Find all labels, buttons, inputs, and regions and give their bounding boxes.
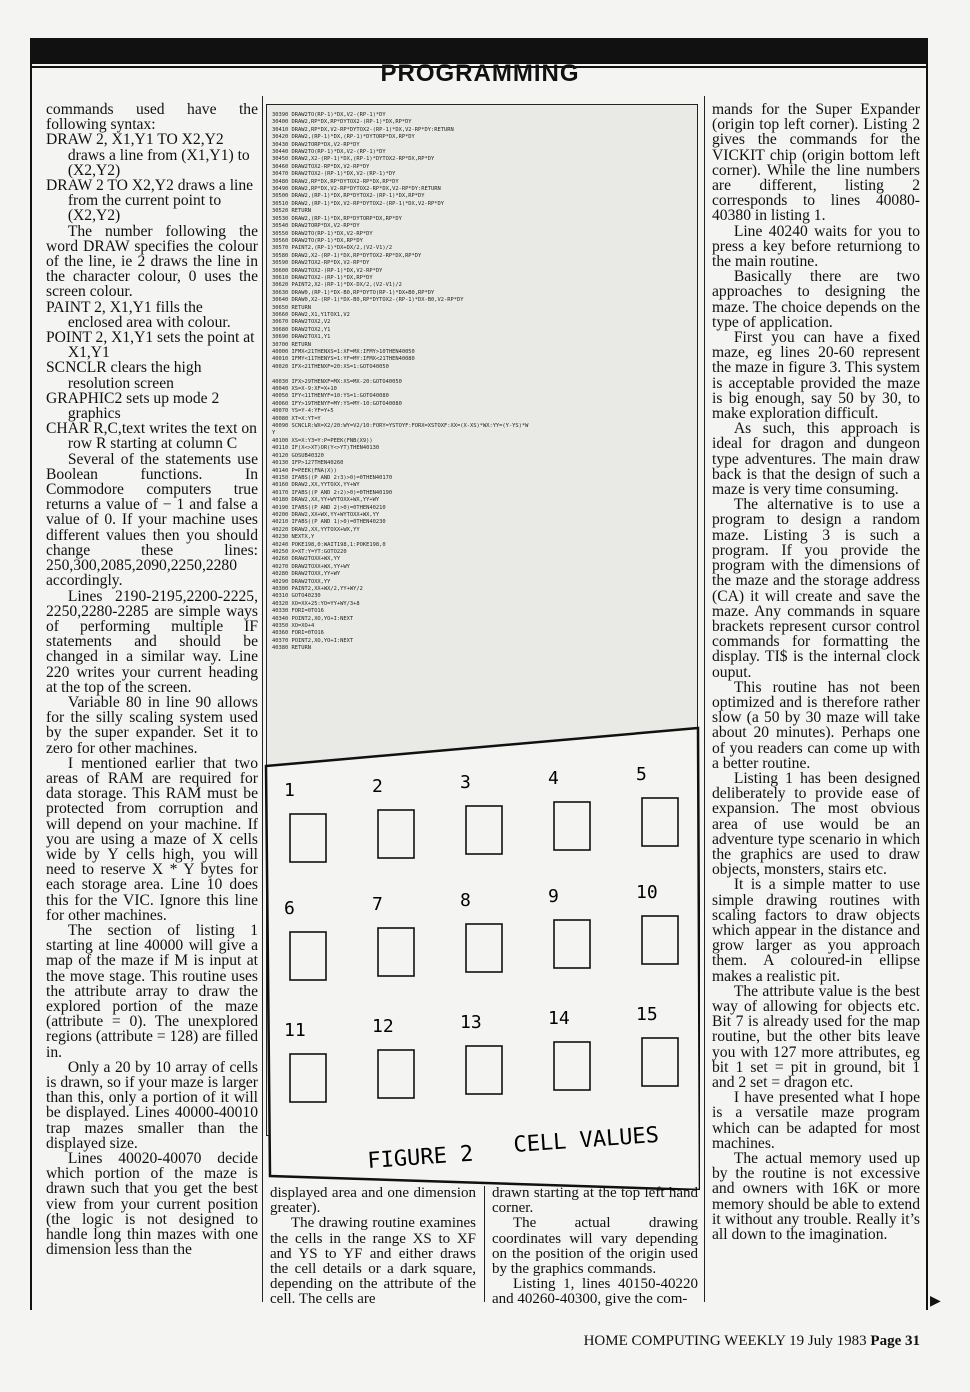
- paragraph: The drawing routine examines the cells in the range XS to XF and YS to YF and either draws the cell details or a dark square, depending on the attribute of the cell. The cells are: [270, 1215, 476, 1308]
- paragraph: The section of listing 1 starting at line 40000 will give a map of the maze if M is input at the move stage. This routine uses the attribute array to draw the explored portion of the maze (attribute = 0). The unexplored regions (attribute = 128) are filled in.: [46, 921, 258, 1061]
- code-line: 30580 DRAW2,X2-(RP-1)*DX,RP*DYTOX2-RP*DX,RP*DY: [272, 252, 422, 259]
- code-line: 40000 IFMX<21THENXS=1:XF=MX:IFMY>10THEN40050: [272, 349, 415, 355]
- paragraph: Listing 1 has been designed deliberately to provide ease of expansion. The most obvious area of use would be an adventure type scenario in which the graphics are used to draw objects, monsters, stairs etc.: [712, 769, 920, 879]
- figure-caption-right: CELL VALUES: [512, 1122, 660, 1158]
- code-line: 30690 DRAW2TOX1,Y1: [272, 334, 331, 341]
- code-line: 40060 IFY>19THENYF=MY:YS=MY-10:GOTO40080: [272, 400, 402, 407]
- footer-page-number: Page 31: [870, 1333, 920, 1349]
- code-line: 30670 DRAW2TOX2,V2: [272, 319, 331, 326]
- paragraph: GRAPHIC2 sets up mode 2 graphics: [46, 389, 220, 423]
- cell-value-label: 4: [548, 768, 559, 789]
- paragraph: I mentioned earlier that two areas of RAM are required for data storage. This RAM must be protected from corruption and will depend on your machine. If you are using a maze of X cells wide by Y cells high, you will need to reserve X * Y bytes for each storage area. Line 10 does this for the VIC. Ignore this line for other machines.: [46, 754, 258, 924]
- paragraph: Only a 20 by 10 array of cells is drawn, so if your maze is larger than this, only a portion of it will be displayed. Lines 40000-40010 trap mazes smaller than the displayed size.: [46, 1058, 258, 1152]
- cell-value-label: 11: [284, 1020, 306, 1041]
- paragraph: It is a simple matter to use simple drawing routines with scaling factors to draw objects which appear in the distance and grow larger as you approach them. A coloured-in ellipse makes a realistic pit.: [712, 876, 920, 985]
- code-line: 30660 DRAW2,X1,Y1TOX1,V2: [272, 311, 350, 318]
- code-line: 30480 DRAW2,RP*DX,RP*DYTOX2-RP*DX,RP*DY: [272, 178, 399, 185]
- column-divider: [704, 96, 705, 1302]
- paragraph: Lines 2190-2195,2200-2225, 2250,2280-2285 are simple ways of performing multiple IF statements and should be changed in a similar way. Line 220 writes your current heading at the top of the screen.: [46, 587, 258, 696]
- code-line: 40210 IFABS((P AND 1)>0)=0THEN40230: [272, 519, 386, 526]
- code-line: 30490 DRAW2,RP*DX,V2-RP*DYTOX2-RP*DX,V2-RP*DY:RETURN: [272, 186, 441, 193]
- code-line: 40230 NEXTX,Y: [272, 534, 315, 541]
- code-line: 40200 DRAW2,XX+WX,YY+WYTOXX+WX,YY: [272, 511, 380, 518]
- paragraph: DRAW 2 TO X2,Y2 draws a line from the current point to (X2,Y2): [46, 177, 254, 225]
- code-line: 40150 IFABS((P AND 2↑3)>0)=0THEN40170: [272, 474, 393, 481]
- continue-arrow-icon: ▶: [930, 1294, 941, 1309]
- cell-value-label: 5: [636, 764, 647, 785]
- paragraph: The alternative is to use a program to design a random maze. Listing 3 is such a program. If you provide the program with the dimensions of the maze and the storage address (CA) it will create and save the maze. Any commands in square brackets represent cursor control commands for formatting the display. TI$ is the internal clock ouput.: [712, 496, 920, 681]
- section-title: PROGRAMMING: [380, 60, 580, 87]
- cell-value-label: 3: [460, 772, 471, 793]
- column-divider: [262, 96, 263, 1302]
- paragraph: The number following the word DRAW specifies the colour of the line, ie 2 draws the line in the character colour, 0 uses the screen colour.: [46, 222, 258, 301]
- paragraph: CHAR R,C,text writes the text on row R starting at column C: [46, 420, 257, 453]
- cell-value-label: 9: [548, 886, 559, 907]
- code-line: 30450 DRAW2,X2-(RP-1)*DX,(RP-1)*DYTOX2-RP*DX,RP*DY: [272, 156, 435, 163]
- code-line: 40310 GOTO40230: [272, 593, 321, 600]
- paragraph: displayed area and one dimension greater).: [270, 1185, 476, 1217]
- code-line: 40090 SCNCLR:WX=X2/20:WY=V2/10:FORY=YSTOYF:FORX=XSTOXF:XX=(X-XS)*WX:YY=(Y-YS)*W: [272, 423, 529, 430]
- code-line: 30460 DRAW2TOX2-RP*DX,V2-RP*DY: [272, 163, 370, 170]
- cell-value-label: 2: [372, 776, 383, 797]
- paragraph: PAINT 2, X1,Y1 fills the enclosed area with colour.: [46, 298, 231, 331]
- code-line: 30700 RETURN: [272, 341, 311, 348]
- cell-value-label: 13: [460, 1012, 482, 1033]
- code-line: 40360 FORI=0TO16: [272, 630, 324, 637]
- code-line: 40110 IF(X<>XT)OR(Y<>YT)THEN40130: [272, 445, 380, 452]
- code-line: 30510 DRAW2,(RP-1)*DX,V2-RP*DYTOX2-(RP-1)*DX,V2-RP*DY: [272, 200, 445, 207]
- code-line: 30530 DRAW2,(RP-1)*DX,RP*DYTORP*DX,RP*DY: [272, 215, 402, 222]
- paragraph: I have presented what I hope is a versatile maze program which can be adapted for most machines.: [712, 1089, 920, 1152]
- code-line: 40160 DRAW2,XX,YYTOXX,YY+WY: [272, 482, 360, 489]
- code-line: 40170 IFABS((P AND 2↑2)>0)=0THEN40190: [272, 489, 393, 496]
- code-line: 30550 DRAW2TO(RP-1)*DX,V2-RP*DY: [272, 230, 373, 237]
- code-line: 40120 GOSUB40320: [272, 452, 324, 459]
- code-line: 40280 DRAW2TOXX,YY+WY: [272, 571, 341, 578]
- figure-caption-left: FIGURE 2: [366, 1141, 475, 1174]
- code-line: 30600 DRAW2TOX2-(RP-1)*DX,V2-RP*DY: [272, 267, 383, 274]
- paragraph: Basically there are two approaches to designing the maze. The choice depends on the type of application.: [712, 268, 920, 331]
- code-line: 30640 DRAW0,X2-(RP-1)*DX-B0,RP*DYTOX2-(RP-1)*DX-B0,V2-RP*DY: [272, 297, 464, 304]
- code-line: 30410 DRAW2,RP*DX,V2-RP*DYTOX2-(RP-1)*DX,V2-RP*DY:RETURN: [272, 126, 454, 133]
- code-line: 40370 POINT2,XO,YO+I:NEXT: [272, 637, 354, 644]
- paragraph: POINT 2, X1,Y1 sets the point at X1,Y1: [46, 329, 255, 362]
- cell-value-label: 1: [284, 780, 295, 801]
- code-line: 30590 DRAW2TOX2-RP*DX,V2-RP*DY: [272, 260, 370, 267]
- paragraph: SCNCLR clears the high resolution screen: [46, 359, 202, 392]
- page-frame-left: [30, 38, 32, 1310]
- footer-publication: HOME COMPUTING WEEKLY 19 July 1983: [583, 1333, 867, 1349]
- code-line: 40380 RETURN: [272, 645, 311, 652]
- paragraph: Variable 80 in line 90 allows for the silly scaling system used by the super expander. Set it to zero for other machines.: [46, 693, 258, 757]
- cell-value-label: 12: [372, 1016, 394, 1037]
- page-frame-right: [926, 38, 928, 1310]
- cell-value-label: 7: [372, 894, 383, 915]
- code-line: [272, 371, 692, 378]
- code-line: 30620 PAINT2,X2-(RP-1)*DX-DX/2,(V2-V1)/2: [272, 282, 402, 289]
- cell-value-label: 10: [636, 882, 658, 903]
- code-line: 40030 IFX>29THENXF=MX:XS=MX-20:GOTO40050: [272, 378, 402, 385]
- cell-value-label: 6: [284, 898, 295, 919]
- paragraph: Lines 40020-40070 decide which portion of the maze is drawn such that you get the best view from your current position (the logic is not designed to handle long thin mazes with one dimension less than the: [46, 1150, 258, 1259]
- text-column-4: [712, 102, 920, 1242]
- paragraph: Line 40240 waits for you to press a key before returniong to the main routine.: [712, 222, 920, 271]
- code-line: Y: [272, 430, 276, 437]
- code-line: 30650 RETURN: [272, 304, 311, 311]
- cell-value-label: 8: [460, 890, 471, 911]
- code-line: 30630 DRAW0,(RP-1)*DX-B0,RP*DYTO(RP-1)*DX+B0,RP*DY: [272, 289, 435, 296]
- text-column-2: [270, 1186, 476, 1308]
- code-line: 40190 IFABS((P AND 2)>0)=0THEN40210: [272, 504, 386, 511]
- paragraph: First you can have a fixed maze, eg lines 20-60 represent the maze in figure 3. This system is acceptable provided the maze is big enough, say 50 by 30, to make exploration difficult.: [712, 329, 920, 423]
- code-line: 30420 DRAW2,(RP-1)*DX,(RP-1)*DYTORP*DX,RP*DY: [272, 134, 415, 141]
- paragraph: Listing 1, lines 40150-40220 and 40260-40300, give the com-: [492, 1276, 698, 1308]
- code-line: 30540 DRAW2TORP*DX,V2-RP*DY: [272, 223, 360, 230]
- code-line: 30560 DRAW2TO(RP-1)*DX,RP*DY: [272, 237, 363, 244]
- paragraph: Several of the statements use Boolean functions. In Commodore computers true returns a value of − 1 and false a value of 0. If your machine uses different values then you should change these lines: 250,300,2085,2090,2250,2280 accordingly.: [46, 450, 258, 590]
- code-line: 40260 DRAW2TOXX+WX,YY: [272, 556, 341, 563]
- code-line: 30610 DRAW2TOX2-(RP-1)*DX,RP*DY: [272, 274, 373, 281]
- cell-value-label: 15: [636, 1004, 658, 1025]
- code-line: 40270 DRAW2TOXX+WX,YY+WY: [272, 563, 350, 570]
- code-line: 30680 DRAW2TOX2,Y1: [272, 326, 331, 333]
- code-line: 30520 RETURN: [272, 208, 311, 215]
- code-line: 40080 XT=X:YT=Y: [272, 415, 321, 422]
- figure-frame: [266, 728, 700, 1190]
- column-divider: [484, 1186, 485, 1302]
- code-line: 40070 YS=Y-4:YF=Y+5: [272, 408, 334, 415]
- paragraph: mands for the Super Expander (origin top left corner). Listing 2 gives the commands for the VICKIT chip (origin bottom left corner). While the line numbers are different, listing 2 corresponds to lines 40080-40380 in listing 1.: [712, 101, 920, 225]
- paragraph: DRAW 2, X1,Y1 TO X2,Y2 draws a line from (X1,Y1) to (X2,Y2): [46, 131, 250, 179]
- code-line: 40130 IFP>127THEN40260: [272, 460, 344, 467]
- code-line: 40140 P=PEEK(FNA(X)): [272, 467, 337, 474]
- paragraph: As such, this approach is ideal for dragon and dungeon type adventures. The main draw back is that the design of such a maze is very time consuming.: [712, 420, 920, 499]
- code-line: 40250 X=XT:Y=YT:GOTO220: [272, 548, 347, 555]
- paragraph: The actual memory used up by the routine is not excessive and owners with 16K or more memory should be able to extend it without any trouble. Really it’s all down to the imagination.: [712, 1150, 920, 1244]
- text-column-1: [46, 102, 258, 1257]
- code-line: 30570 PAINT2,(RP-1)*DX+DX/2,(V2-V1)/2: [272, 245, 393, 252]
- figure-cell-values: [264, 722, 700, 1190]
- paragraph: The actual drawing coordinates will vary depending on the position of the origin used by the graphics commands.: [492, 1215, 698, 1278]
- code-line: 40350 XO=XO+4: [272, 623, 315, 630]
- code-line: 30390 DRAW2TO(RP-1)*DX,V2-(RP-1)*DY: [272, 112, 386, 118]
- paragraph: drawn starting at the top left hand corner.: [492, 1185, 698, 1217]
- code-line: 40320 XO=XX+25:YO=YY+WY/3+8: [272, 600, 360, 607]
- code-line: 40300 PAINT2,XX+WX/2,YY+WY/2: [272, 586, 363, 592]
- cell-value-label: 14: [548, 1008, 570, 1029]
- text-column-3: [492, 1186, 698, 1308]
- code-line: 40100 XS=X:Y3=Y:P=PEEK(FNB(X9)): [272, 437, 373, 444]
- code-line: 30430 DRAW2TORP*DX,V2-RP*DY: [272, 141, 360, 148]
- code-line: 30440 DRAW2TO(RP-1)*DX,V2-(RP-1)*DY: [272, 149, 386, 156]
- code-line: 40050 IFY<11THENYF=10:YS=1:GOTO40080: [272, 393, 389, 400]
- code-line: 40010 IFMY<11THENYS=1:YF=MY:IFMX<21THEN40080: [272, 356, 415, 363]
- code-line: 40290 DRAW2TOXX,YY: [272, 578, 331, 585]
- footer: [0, 1333, 920, 1350]
- code-line: 40240 POKE198,0:WAIT198,1:POKE198,0: [272, 541, 386, 548]
- code-line: 40340 POINT2,XO,YO+I:NEXT: [272, 615, 354, 622]
- code-line: 30470 DRAW2TOX2-(RP-1)*DX,V2-(RP-1)*DY: [272, 171, 396, 178]
- paragraph: The attribute value is the best way of allowing for objects etc. Bit 7 is already used for the map routine, but the other bits leave you with 127 more attributes, eg bit 1 set = pit in ground, bit 1 and 2 set = dragon etc.: [712, 982, 920, 1091]
- program-listing: [272, 112, 692, 653]
- paragraph: commands used have the following syntax:: [46, 101, 258, 134]
- code-line: 40220 DRAW2,XX,YYTOXX+WX,YY: [272, 526, 360, 533]
- code-line: 40180 DRAW2,XX,YY+WYTOXX+WX,YY+WY: [272, 497, 380, 504]
- code-line: 30400 DRAW2,RP*DX,RP*DYTOX2-(RP-1)*DX,RP*DY: [272, 119, 412, 126]
- code-line: 40020 IFX<21THENXF=20:XS=1:GOTO40050: [272, 363, 389, 370]
- code-line: 40330 FORI=0TO16: [272, 608, 324, 615]
- paragraph: This routine has not been optimized and is therefore rather slow (a 50 by 30 maze will take about 20 minutes). Perhaps one of you readers can come up with a better routine.: [712, 678, 920, 772]
- code-line: 30500 DRAW2,(RP-1)*DX,RP*DYTOX2-(RP-1)*DX,RP*DY: [272, 193, 425, 200]
- code-line: 40040 XS=X-9:XF=X+10: [272, 386, 337, 393]
